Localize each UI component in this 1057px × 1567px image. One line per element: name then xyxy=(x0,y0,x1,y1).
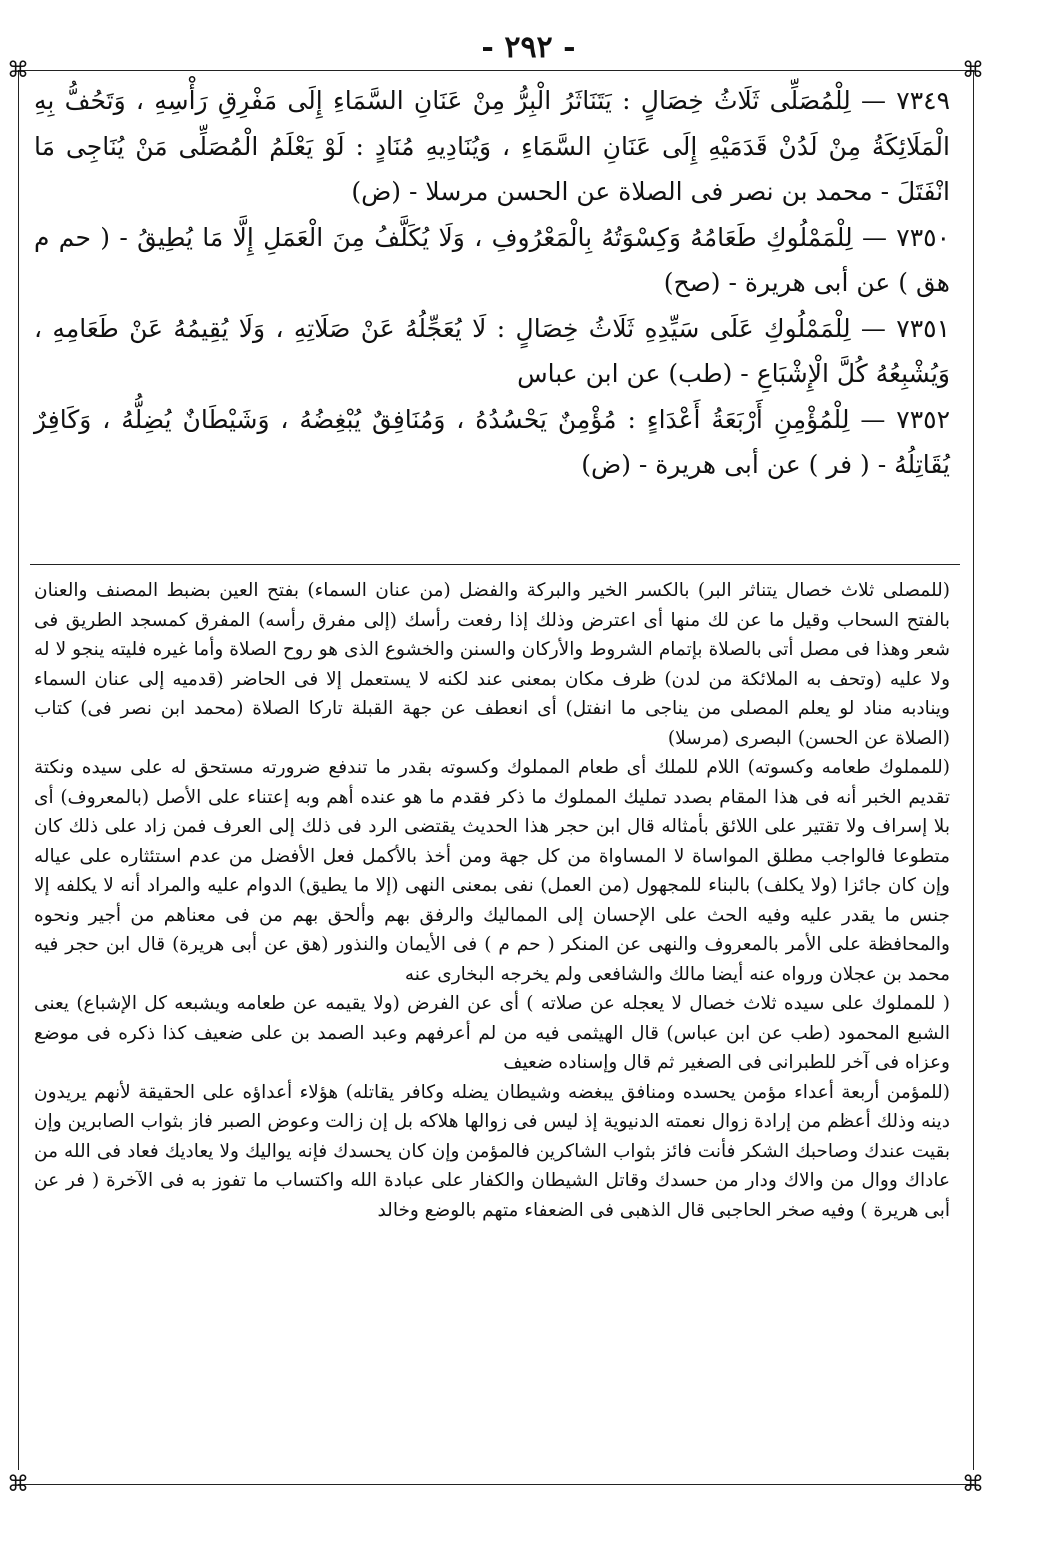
corner-ornament-icon: ⌘ xyxy=(962,1472,984,1497)
page-frame-bottom xyxy=(18,1484,974,1485)
commentary-section xyxy=(34,576,950,1225)
corner-ornament-icon: ⌘ xyxy=(962,58,984,83)
section-divider xyxy=(30,564,960,565)
hadith-entry-7352: ٧٣٥٢ — لِلْمُؤْمِنِ أَرْبَعَةُ أَعْدَاءٍ : مُؤْمِنٌ يَحْسُدُهُ ، وَمُنَافِقٌ يُبْغِضُهُ ، وَشَيْطَانٌ يُضِلُّهُ ، وَكَافِرٌ يُقَاتِلُهُ - ( فر ) عن أبى هريرة - (ض) xyxy=(34,404,950,479)
hadith-entry-7349: ٧٣٤٩ — لِلْمُصَلِّى ثَلَاثُ خِصَالٍ : يَتَنَاثَرُ الْبِرُّ مِنْ عَنَانِ السَّمَاءِ إِلَى مَفْرِقِ رَأْسِهِ ، وَتَحُفُّ بِهِ الْمَلَائِكَةُ مِنْ لَدُنْ قَدَمَيْهِ إِلَى عَنَانِ السَّمَاءِ ، وَيُنَادِيهِ مُنَادٍ : لَوْ يَعْلَمُ الْمُصَلِّى مَنْ يُنَاجِى مَا انْفَتَلَ - محمد بن نصر فى الصلاة عن الحسن مرسلا - (ض) xyxy=(34,86,950,206)
hadith-entry-7350: ٧٣٥٠ — لِلْمَمْلُوكِ طَعَامُهُ وَكِسْوَتُهُ بِالْمَعْرُوفِ ، وَلَا يُكَلَّفُ مِنَ الْعَمَلِ إِلَّا مَا يُطِيقُ - ( حم م هق ) عن أبى هريرة - (صح) xyxy=(34,222,950,297)
commentary-paragraph-7352: (للمؤمن أربعة أعداء مؤمن يحسده ومنافق يبغضه وشيطان يضله وكافر يقاتله) هؤلاء أعداؤه على الحقيقة لأنهم يريدون دينه وذلك أعظم من إرادة زوال نعمته الدنيوية إذ ليس فى زوالها هلاكه بل إن زالت وعوض الصبر فاز بثواب الصابرين وإن بقيت عندك وصاحبك الشكر فأنت فائز بثواب الشاكرين فالمؤمن وإن كان يحسدك فإنه يواليك ولا يعاديك فعاد فى الله من عاداك ووال من والاك ودار من حسدك وقاتل الشيطان والكفار على عبادة الله واكتساب ما تفوز به فى الآخرة ( فر عن أبى هريرة ) وفيه صخر الحاجبى قال الذهبى فى الضعفاء متهم بالوضع وخالد xyxy=(34,1081,950,1221)
commentary-paragraph-7349: (للمصلى ثلاث خصال يتناثر البر) بالكسر الخير والبركة والفضل (من عنان السماء) بفتح العين بضبط المصنف والعنان بالفتح السحاب وقيل ما عن لك منها أى اعترض وذلك إذا رفعت رأسك (إلى مفرق رأسه) المفرق كمسجد الطريق فى شعر وهذا فى مصل أتى بالصلاة بإتمام الشروط والأركان والسنن والخشوع الذى هو روح الصلاة وأما غيره فليته ينجو لا له ولا عليه (وتحف به الملائكة من لدن) ظرف مكان بمعنى عند لكنه لا يستعمل إلا فى الحاضر (قدميه إلى عنان السماء وينادبه مناد لو يعلم المصلى من يناجى ما انفتل) أى انعطف عن جهة القبلة تاركا الصلاة (محمد ابن نصر فى) كتاب (الصلاة عن الحسن) البصرى (مرسلا) xyxy=(34,580,950,749)
corner-ornament-icon: ⌘ xyxy=(7,1472,29,1497)
corner-ornament-icon: ⌘ xyxy=(7,58,29,83)
commentary-paragraph-7350: (للمملوك طعامه وكسوته) اللام للملك أى طعام المملوك وكسوته بقدر ما تندفع ضرورته مستحق له على سيده ونكتة تقديم الخبر أنه فى هذا المقام بصدد تمليك المملوك ما ذكر فقدم ما هو عنده أهم وبه إعتناء على الأصل (بالمعروف) أى بلا إسراف ولا تقتير على اللائق بأمثاله قال ابن حجر هذا الحديث يقتضى الرد فى ذلك إلى العرف فمن زاد على ذلك كان متطوعا فالواجب مطلق المواساة لا المساواة من كل جهة ومن أخذ بالأكمل فعل الأفضل من عدم استئثاره على عياله وإن كان جائزا (ولا يكلف) بالبناء للمجهول (من العمل) نفى بمعنى النهى (إلا ما يطيق) الدوام عليه والمراد أنه لا يكلفه إلا جنس ما يقدر عليه وفيه الحث على الإحسان إلى المماليك والرفق بهم وألحق بهم من فى معناهم من أجير ونحوه والمحافظة على الأمر بالمعروف والنهى عن المنكر ( حم م ) فى الأيمان والنذور (هق عن أبى هريرة) قال ابن حجر فيه محمد بن عجلان ورواه عنه أيضا مالك والشافعى ولم يخرجه البخارى عنه xyxy=(34,757,950,985)
commentary-paragraph-7351: ( للمملوك على سيده ثلاث خصال لا يعجله عن صلاته ) أى عن الفرض (ولا يقيمه عن طعامه ويشبعه كل الإشباع) يعنى الشبع المحمود (طب عن ابن عباس) قال الهيثمى فيه من لم أعرفهم وعبد الصمد بن على ضعيف كذا ذكره فى موضع وعزاه فى آخر للطبرانى فى الصغير ثم قال وإسناده ضعيف xyxy=(34,993,950,1073)
hadith-entry-7351: ٧٣٥١ — لِلْمَمْلُوكِ عَلَى سَيِّدِهِ ثَلَاثُ خِصَالٍ : لَا يُعَجِّلُهُ عَنْ صَلَاتِهِ ، وَلَا يُقِيمُهُ عَنْ طَعَامِهِ ، وَيُشْبِعُهُ كُلَّ الْإِشْبَاعِ - (طب) عن ابن عباس xyxy=(34,313,950,388)
page-number: - ٢٩٢ - xyxy=(481,30,576,65)
hadith-text-section xyxy=(34,78,950,488)
